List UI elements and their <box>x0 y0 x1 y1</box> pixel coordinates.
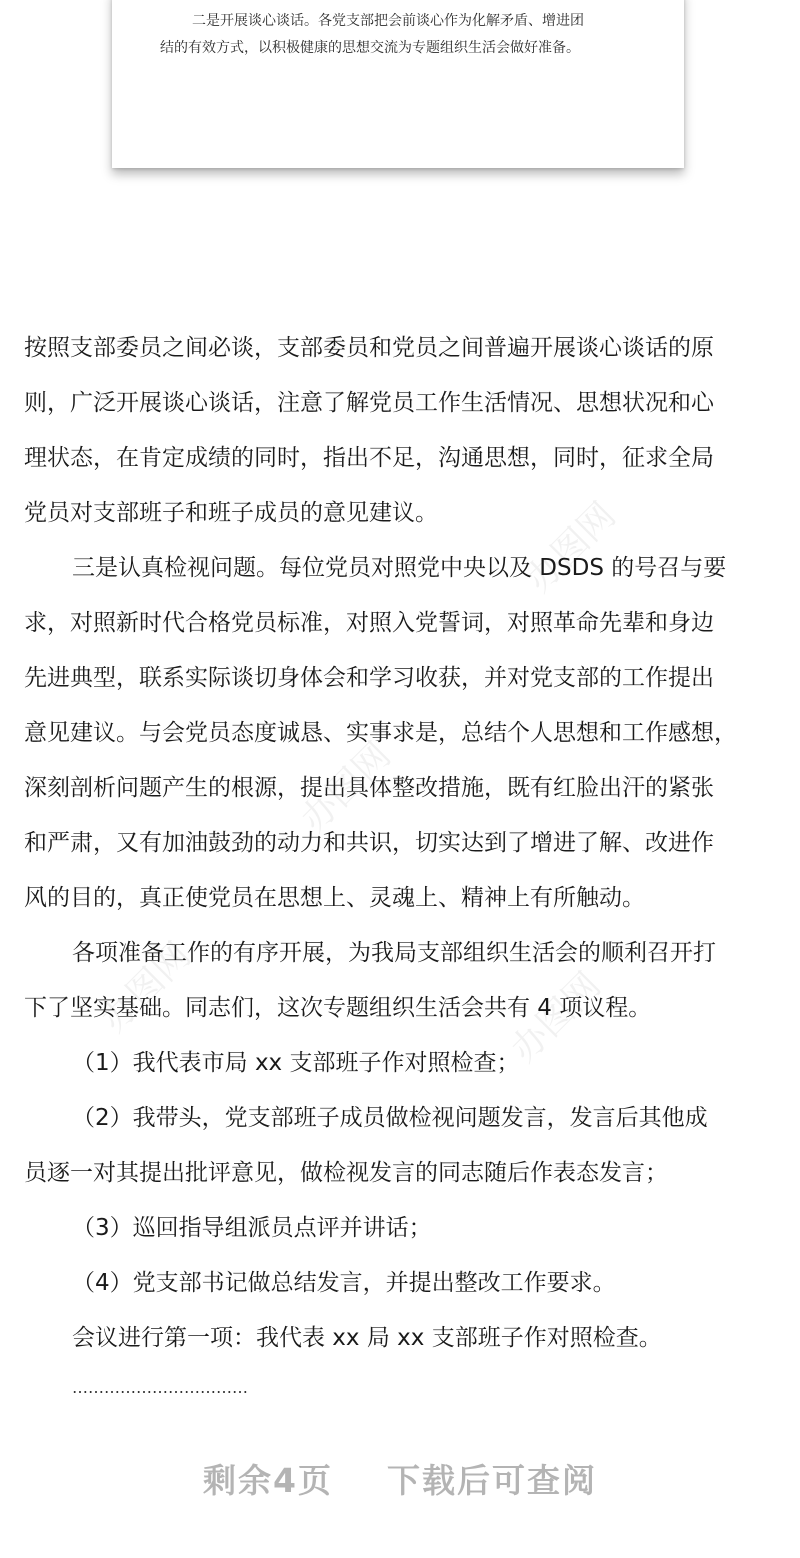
paragraph-line: 三是认真检视问题。每位党员对照党中央以及 DSDS 的号召与要 <box>72 555 727 581</box>
paragraph-line: 下了坚实基础。同志们，这次专题组织生活会共有 4 项议程。 <box>24 995 652 1021</box>
preview-line: 二是开展谈心谈话。各党支部把会前谈心作为化解矛盾、增进团 <box>192 13 584 29</box>
download-prompt[interactable]: 剩余4页 下载后可查阅 <box>203 1461 597 1500</box>
paragraph-line: 则，广泛开展谈心谈话，注意了解党员工作生活情况、思想状况和心 <box>24 390 714 416</box>
watermark: 办图网 <box>518 494 624 601</box>
ellipsis: …………………………… <box>72 1378 248 1397</box>
paragraph-line: 党员对支部班子和班子成员的意见建议。 <box>24 500 438 526</box>
paragraph-line: 员逐一对其提出批评意见，做检视发言的同志随后作表态发言； <box>24 1160 668 1186</box>
paragraph-line: 意见建议。与会党员态度诚恳、实事求是，总结个人思想和工作感想， <box>24 720 737 746</box>
paragraph-line: 先进典型，联系实际谈切身体会和学习收获，并对党支部的工作提出 <box>24 665 714 691</box>
agenda-item: （4）党支部书记做总结发言，并提出整改工作要求。 <box>72 1270 616 1296</box>
preview-card <box>112 0 684 168</box>
preview-line: 结的有效方式，以积极健康的思想交流为专题组织生活会做好准备。 <box>160 40 580 56</box>
paragraph-line: 按照支部委员之间必谈，支部委员和党员之间普遍开展谈心谈话的原 <box>24 335 714 361</box>
paragraph-line: 和严肃，又有加油鼓劲的动力和共识，切实达到了增进了解、改进作 <box>24 830 714 856</box>
agenda-item: （3）巡回指导组派员点评并讲话； <box>72 1215 432 1241</box>
watermark: 办图网 <box>503 964 609 1071</box>
paragraph-line: 求，对照新时代合格党员标准，对照入党誓词，对照革命先辈和身边 <box>24 610 714 636</box>
paragraph-line: 风的目的，真正使党员在思想上、灵魂上、精神上有所触动。 <box>24 885 645 911</box>
watermark: 办图网 <box>293 734 399 841</box>
watermark: 办图网 <box>93 934 199 1041</box>
paragraph-line: 会议进行第一项：我代表 xx 局 xx 支部班子作对照检查。 <box>72 1325 662 1351</box>
paragraph-line: 理状态，在肯定成绩的同时，指出不足，沟通思想，同时，征求全局 <box>24 445 714 471</box>
agenda-item: （1）我代表市局 xx 支部班子作对照检查； <box>72 1050 520 1076</box>
paragraph-line: 各项准备工作的有序开展，为我局支部组织生活会的顺利召开打 <box>72 940 716 966</box>
agenda-item: （2）我带头，党支部班子成员做检视问题发言，发言后其他成 <box>72 1105 708 1131</box>
paragraph-line: 深刻剖析问题产生的根源，提出具体整改措施，既有红脸出汗的紧张 <box>24 775 714 801</box>
